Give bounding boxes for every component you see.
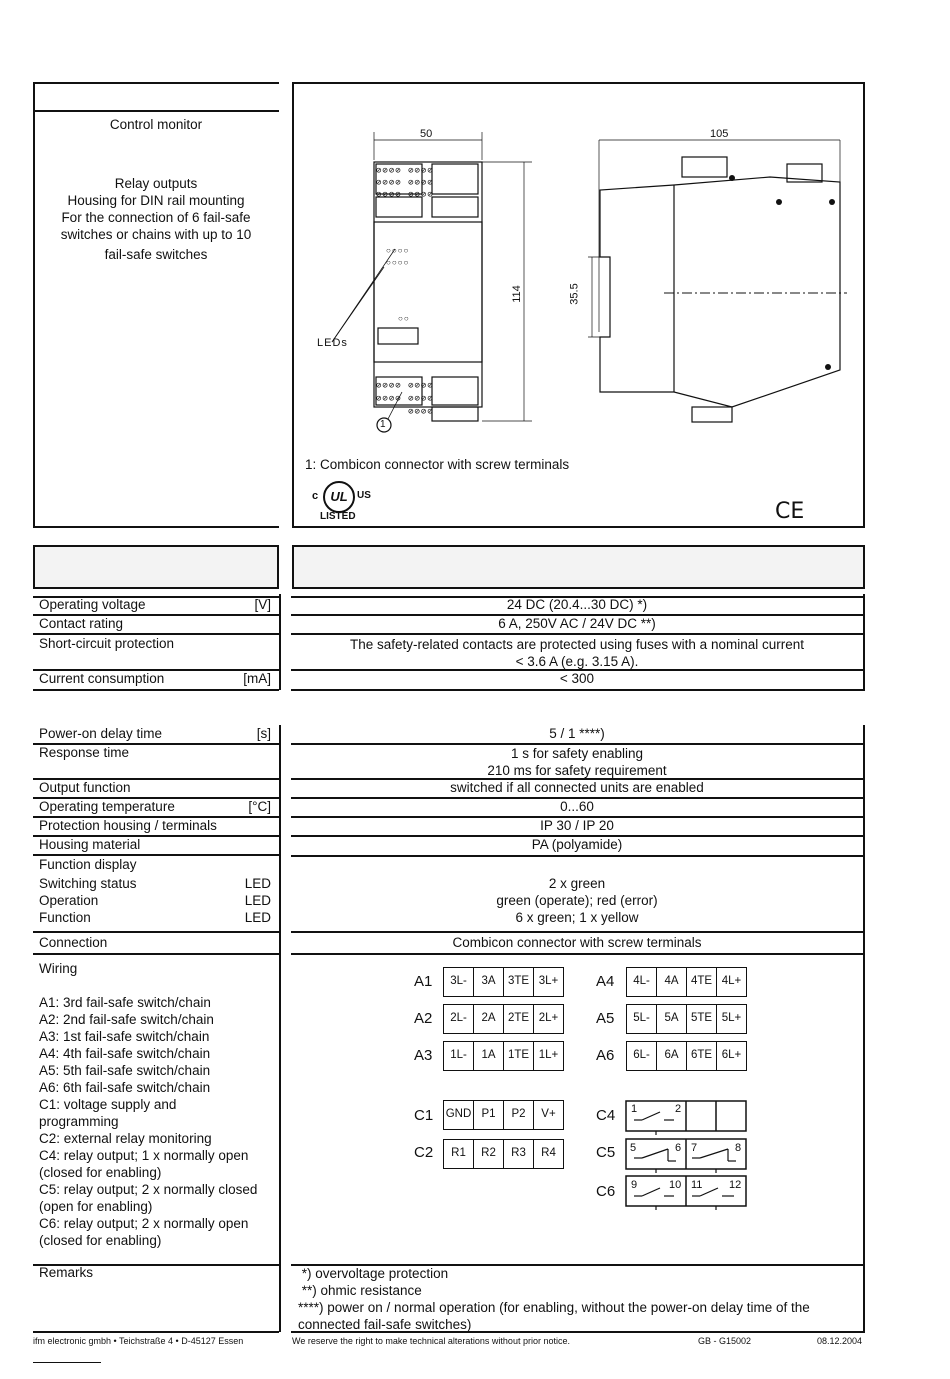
- spec-label-short-circuit: Short-circuit protection: [39, 636, 175, 651]
- spec-label-power-on-delay: [33, 726, 279, 741]
- unit-text: [s]: [256, 726, 271, 741]
- pin: 3L+: [538, 975, 559, 987]
- footer-rule: [33, 1362, 101, 1363]
- spec-label-function: [33, 910, 279, 925]
- spec-rule: [33, 931, 279, 933]
- spec-rule: [33, 953, 279, 955]
- left-top-rule: [33, 82, 279, 84]
- right-col-line: [863, 1264, 865, 1332]
- remark-line: **) ohmic resistance: [298, 1283, 422, 1298]
- footer-company: ifm electronic gmbh • Teichstraße 4 • D-45127 Essen: [33, 1336, 244, 1346]
- spec-value-power-on-delay: 5 / 1 ****): [549, 726, 605, 741]
- screw-row: ⊘⊘⊘⊘ ⊘⊘⊘⊘: [376, 178, 434, 188]
- left-col-line: [279, 1264, 281, 1332]
- spec-label-contact-rating: Contact rating: [39, 616, 124, 631]
- left-col-line: [279, 725, 281, 1265]
- legend-line: A3: 1st fail-safe switch/chain: [39, 1029, 210, 1044]
- pin: 3L-: [444, 968, 474, 996]
- ul-c: c: [312, 490, 319, 502]
- pin: GND: [444, 1101, 474, 1129]
- spec-label-response-time: Response time: [39, 745, 130, 760]
- spec-label-operating-voltage: [33, 597, 279, 612]
- legend-line: A1: 3rd fail-safe switch/chain: [39, 995, 211, 1010]
- wiring-label: Wiring: [39, 961, 78, 976]
- pin: 6TE: [687, 1042, 717, 1070]
- legend-line: A5: 5th fail-safe switch/chain: [39, 1063, 211, 1078]
- screw-row: ⊘⊘⊘⊘ ⊘⊘⊘⊘: [376, 381, 434, 391]
- ul-listed: LISTED: [320, 511, 356, 522]
- spec-value-output-function: switched if all connected units are enabled: [450, 780, 704, 795]
- label-text: Function: [39, 910, 91, 925]
- pin: 4TE: [687, 968, 717, 996]
- spec-value-operating-temperature: 0...60: [560, 799, 594, 814]
- contact-pin-9: 9: [631, 1179, 638, 1191]
- label-text: Current consumption: [39, 671, 165, 686]
- right-col-line: [863, 725, 865, 1265]
- led-row: ○○○○: [386, 258, 410, 267]
- spec-value-short-circuit: [291, 636, 863, 670]
- contact-pin-5: 5: [630, 1142, 637, 1154]
- spec-label-function-display: Function display: [39, 857, 137, 872]
- remarks-label: Remarks: [39, 1265, 94, 1280]
- terminal-block-a2: [443, 1004, 564, 1034]
- value-line: 1 s for safety enabling: [510, 746, 644, 761]
- contact-pin-10: 10: [669, 1179, 682, 1191]
- pin: P2: [504, 1101, 534, 1129]
- remark-line: connected fail-safe switches): [298, 1317, 472, 1332]
- contact-pin-7: 7: [691, 1142, 698, 1154]
- unit-text: LED: [244, 893, 271, 908]
- pin: 3TE: [504, 968, 534, 996]
- legend-line: (closed for enabling): [39, 1233, 162, 1248]
- spec-rule: [33, 854, 279, 856]
- label-text: Operating voltage: [39, 597, 146, 612]
- footer-date: 08.12.2004: [817, 1336, 863, 1346]
- pin: 3A: [474, 968, 504, 996]
- terminal-block-a1: [443, 967, 564, 997]
- legend-line: C6: relay output; 2 x normally open: [39, 1216, 249, 1231]
- dim-depth-label: 105: [710, 128, 729, 140]
- pin: 4A: [657, 968, 687, 996]
- right-section-header: [292, 545, 865, 589]
- legend-line: (open for enabling): [39, 1199, 153, 1214]
- legend-line: A2: 2nd fail-safe switch/chain: [39, 1012, 214, 1027]
- block-label-a6: A6: [596, 1047, 615, 1064]
- legend-line: C5: relay output; 2 x normally closed: [39, 1182, 258, 1197]
- value-line: The safety-related contacts are protected using fuses with a nominal current: [350, 637, 804, 652]
- block-label-c5: C5: [596, 1144, 616, 1161]
- label-text: Operating temperature: [39, 799, 175, 814]
- spec-rule: [33, 633, 279, 635]
- led-row: ○○: [398, 314, 410, 323]
- unit-text: [°C]: [248, 799, 271, 814]
- block-label-a3: A3: [414, 1047, 433, 1064]
- spec-value-connection: Combicon connector with screw terminals: [452, 935, 702, 950]
- dim-height-label: 114: [510, 285, 523, 303]
- unit-text: [V]: [254, 597, 271, 612]
- spec-value-contact-rating: 6 A, 250V AC / 24V DC **): [498, 616, 656, 631]
- spec-label-connection: Connection: [39, 935, 108, 950]
- product-title: Control monitor: [109, 117, 203, 132]
- left-bottom-rule: [33, 526, 279, 528]
- screw-row: ⊘⊘⊘⊘ ⊘⊘⊘⊘: [376, 394, 434, 404]
- pin: R4: [541, 1147, 556, 1159]
- feature-line: Housing for DIN rail mounting: [67, 193, 245, 208]
- unit-text: LED: [244, 876, 271, 891]
- feature-line: For the connection of 6 fail-safe: [61, 210, 251, 225]
- pin: 1L+: [538, 1049, 559, 1061]
- spec-value-housing-material: PA (polyamide): [531, 837, 623, 852]
- remark-line: ****) power on / normal operation (for enabling, without the power-on delay time of the: [298, 1300, 810, 1315]
- spec-label-operation: [33, 893, 279, 908]
- left-header-rule: [33, 110, 279, 112]
- dim-rail-label: 35.5: [568, 283, 581, 305]
- spec-label-current-consumption: [33, 671, 279, 686]
- pin: R1: [444, 1140, 474, 1168]
- terminal-block-a4: [626, 967, 747, 997]
- spec-value-response-time: [291, 745, 863, 779]
- footer-notice: We reserve the right to make technical alterations without prior notice.: [292, 1336, 570, 1346]
- spec-rule: [291, 1331, 865, 1333]
- right-col-line: [863, 594, 865, 690]
- spec-rule: [291, 953, 865, 955]
- spec-label-housing-material: Housing material: [39, 837, 141, 852]
- spec-rule: [33, 1331, 279, 1333]
- pin: 1L-: [444, 1042, 474, 1070]
- pin: P1: [474, 1101, 504, 1129]
- unit-text: LED: [244, 910, 271, 925]
- product-features: [33, 175, 279, 263]
- screw-row: ⊘⊘⊘⊘ ⊘⊘⊘⊘: [376, 166, 434, 176]
- terminal-screws: [376, 165, 434, 201]
- spec-rule: [291, 633, 865, 635]
- block-label-c6: C6: [596, 1183, 616, 1200]
- feature-line: fail-safe switches: [104, 247, 208, 262]
- contact-pin-6: 6: [675, 1142, 682, 1154]
- spec-rule: [291, 931, 865, 933]
- contact-pin-11: 11: [691, 1179, 703, 1191]
- ce-mark: CE: [775, 499, 805, 524]
- left-col-line: [279, 594, 281, 690]
- ul-circle: UL: [323, 481, 355, 513]
- label-text: Operation: [39, 893, 99, 908]
- value-line: < 3.6 A (e.g. 3.15 A).: [515, 654, 639, 669]
- block-label-c2: C2: [414, 1144, 434, 1161]
- terminal-block-a6: [626, 1041, 747, 1071]
- legend-line: C4: relay output; 1 x normally open: [39, 1148, 249, 1163]
- pin: 5TE: [687, 1005, 717, 1033]
- label-text: Power-on delay time: [39, 726, 163, 741]
- callout-1: 1: [380, 419, 386, 430]
- feature-line: switches or chains with up to 10: [60, 227, 252, 242]
- spec-label-operating-temperature: [33, 799, 279, 814]
- dim-width-label: 50: [420, 128, 433, 140]
- spec-label-switching-status: [33, 876, 279, 891]
- contact-pin-12: 12: [729, 1179, 742, 1191]
- relay-contact-diagram: [620, 1095, 755, 1215]
- spec-value-function: 6 x green; 1 x yellow: [515, 910, 639, 925]
- remark-line: *) overvoltage protection: [298, 1266, 449, 1281]
- pin: 6L-: [627, 1042, 657, 1070]
- legend-line: C2: external relay monitoring: [39, 1131, 212, 1146]
- pin: R3: [504, 1140, 534, 1168]
- block-label-a2: A2: [414, 1010, 433, 1027]
- pin: 5L-: [627, 1005, 657, 1033]
- contact-pin-1: 1: [631, 1103, 638, 1115]
- unit-text: [mA]: [243, 671, 271, 686]
- pin: 4L+: [721, 975, 742, 987]
- spec-label-protection: Protection housing / terminals: [39, 818, 217, 833]
- left-section-header: [33, 545, 279, 589]
- led-row: ○○○○: [386, 246, 410, 255]
- legend-line: A6: 6th fail-safe switch/chain: [39, 1080, 211, 1095]
- block-label-c4: C4: [596, 1107, 616, 1124]
- terminal-block-a5: [626, 1004, 747, 1034]
- spec-value-operating-voltage: 24 DC (20.4...30 DC) *): [506, 597, 648, 612]
- label-text: Switching status: [39, 876, 137, 891]
- screw-row: ⊘⊘⊘⊘: [376, 407, 434, 417]
- pin: 2L-: [444, 1005, 474, 1033]
- pin: 6A: [657, 1042, 687, 1070]
- legend-line: C1: voltage supply and: [39, 1097, 177, 1112]
- terminal-block-c1: [443, 1100, 564, 1130]
- pin: 1A: [474, 1042, 504, 1070]
- pin: 6L+: [721, 1049, 742, 1061]
- block-label-a5: A5: [596, 1010, 615, 1027]
- feature-line: Relay outputs: [114, 176, 198, 191]
- terminal-block-c2: [443, 1139, 564, 1169]
- pin: 2L+: [538, 1012, 559, 1024]
- spec-value-protection: IP 30 / IP 20: [540, 818, 614, 833]
- pin: 5L+: [721, 1012, 742, 1024]
- spec-value-current-consumption: < 300: [559, 671, 595, 686]
- left-top-side: [33, 82, 35, 528]
- pin: 1TE: [504, 1042, 534, 1070]
- pin: R2: [474, 1140, 504, 1168]
- pin: 2A: [474, 1005, 504, 1033]
- legend-line: A4: 4th fail-safe switch/chain: [39, 1046, 211, 1061]
- contact-pin-2: 2: [675, 1103, 682, 1115]
- spec-rule: [291, 855, 865, 857]
- block-label-a4: A4: [596, 973, 615, 990]
- pin: 2TE: [504, 1005, 534, 1033]
- terminal-block-a3: [443, 1041, 564, 1071]
- leds-label: LEDs: [317, 337, 348, 349]
- screw-row: ⊘⊘⊘⊘ ⊘⊘⊘⊘: [376, 190, 434, 200]
- contact-pin-8: 8: [735, 1142, 742, 1154]
- footer-doc-id: GB - G15002: [698, 1336, 752, 1346]
- spec-rule: [33, 689, 279, 691]
- wiring-legend: [39, 994, 279, 1249]
- value-line: 210 ms for safety requirement: [487, 763, 667, 778]
- ul-us: US: [357, 490, 371, 501]
- pin: 4L-: [627, 968, 657, 996]
- spec-value-operation: green (operate); red (error): [496, 893, 658, 908]
- drawing-caption: 1: Combicon connector with screw terminals: [305, 457, 570, 472]
- block-label-c1: C1: [414, 1107, 434, 1124]
- spec-value-switching-status: 2 x green: [548, 876, 606, 891]
- terminal-screws-bottom: [376, 380, 434, 419]
- legend-line: programming: [39, 1114, 119, 1129]
- led-indicators: [386, 245, 410, 325]
- spec-rule: [291, 689, 865, 691]
- remarks-text: [298, 1265, 858, 1333]
- spec-label-output-function: Output function: [39, 780, 131, 795]
- pin: V+: [541, 1108, 556, 1120]
- legend-line: (closed for enabling): [39, 1165, 162, 1180]
- pin: 5A: [657, 1005, 687, 1033]
- ul-listed-logo: [310, 478, 380, 524]
- block-label-a1: A1: [414, 973, 433, 990]
